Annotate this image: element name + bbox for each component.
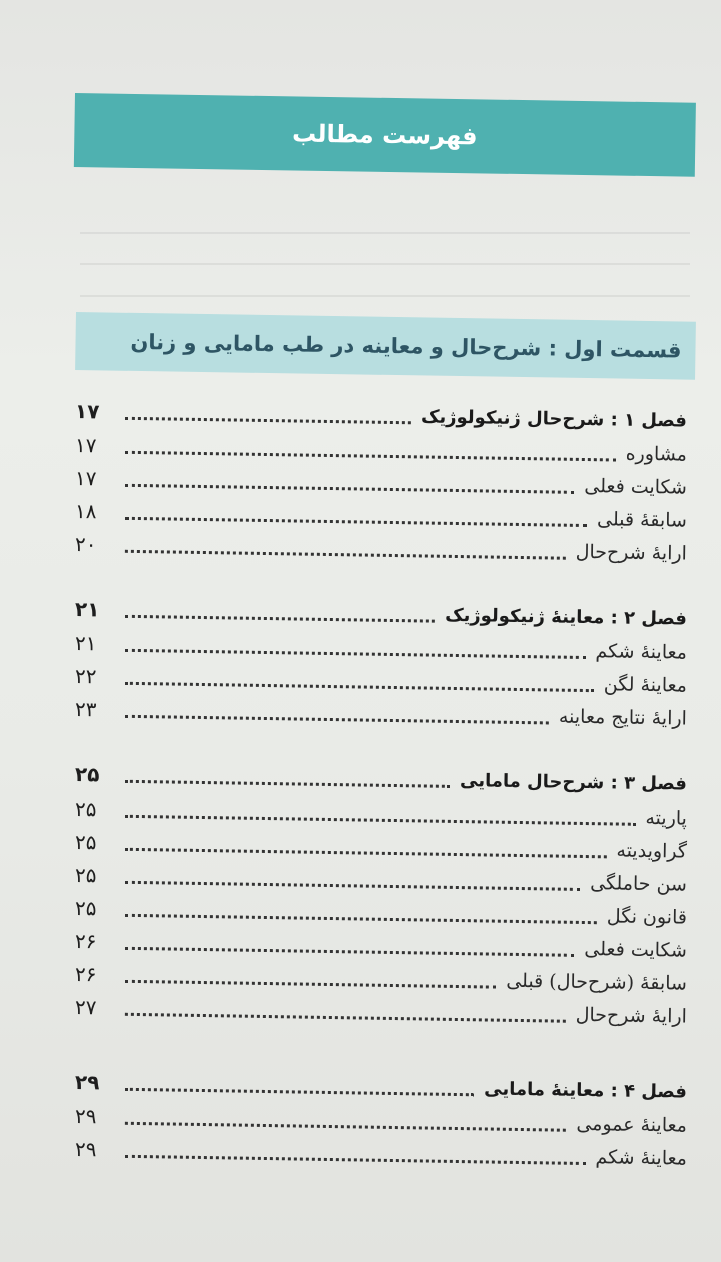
dot-leader: [125, 847, 607, 858]
page-number: ۲۱: [74, 631, 97, 656]
chapter-title: فصل ۲ : معاینهٔ ژنیکولوژیک: [445, 604, 688, 630]
page-number: ۲۵: [74, 762, 100, 787]
page-number: ۲۹: [74, 1070, 100, 1095]
dot-leader: [125, 1154, 586, 1164]
entry-title: معاینهٔ لگن: [603, 673, 688, 697]
page-number: ۲۵: [74, 863, 97, 888]
chapter-title: فصل ۳ : شرح‌حال مامایی: [459, 769, 688, 795]
page-number: ۲۹: [74, 1104, 97, 1129]
dot-leader: [125, 549, 566, 559]
page-number: ۲۶: [74, 962, 97, 987]
dot-leader: [125, 614, 435, 622]
dot-leader: [125, 648, 586, 658]
page-number: ۱۷: [74, 466, 97, 491]
part-title: قسمت اول : شرح‌حال و معاینه در طب مامایی و زنان: [130, 329, 682, 363]
dot-leader: [125, 1121, 566, 1131]
dot-leader: [125, 450, 616, 461]
page-number: ۲۱: [74, 597, 100, 622]
page-number: ۱۷: [74, 399, 100, 424]
page-number: ۲۹: [74, 1137, 97, 1162]
toc-title: فهرست مطالب: [291, 119, 478, 151]
dot-leader: [125, 779, 450, 787]
chapter-title: فصل ۴ : معاینهٔ مامایی: [484, 1077, 688, 1103]
entry-title: مشاوره: [625, 442, 688, 466]
dot-leader: [125, 1087, 474, 1095]
entry-title: ارایهٔ نتایج معاینه: [558, 705, 688, 730]
entry-title: ارایهٔ شرح‌حال: [575, 1003, 688, 1028]
entry-title: سابقهٔ (شرح‌حال) قبلی: [506, 969, 688, 995]
dot-leader: [125, 979, 496, 988]
dot-leader: [125, 483, 574, 493]
page-number: ۲۵: [74, 830, 97, 855]
entry-title: گراویدیته: [616, 839, 688, 863]
page-number: ۲۰: [74, 532, 97, 557]
toc-chapter-3[interactable]: [75, 758, 687, 800]
dot-leader: [125, 681, 594, 691]
entry-title: قانون نگل: [606, 905, 688, 929]
chapter-title: فصل ۱ : شرح‌حال ژنیکولوژیک: [420, 405, 688, 432]
dot-leader: [125, 913, 597, 923]
dot-leader: [125, 814, 636, 825]
dot-leader: [125, 946, 574, 956]
page-number: ۲۷: [74, 995, 97, 1020]
entry-title: شکایت فعلی: [584, 938, 688, 962]
entry-title: شکایت فعلی: [584, 475, 688, 499]
entry-title: معاینهٔ عمومی: [576, 1112, 688, 1137]
entry-title: معاینهٔ شکم: [595, 640, 688, 664]
entry-title: سابقهٔ قبلی: [596, 508, 688, 532]
dot-leader: [125, 714, 549, 724]
page-number: ۱۷: [74, 433, 97, 458]
dot-leader: [125, 880, 580, 890]
page-number: ۲۳: [74, 697, 97, 722]
entry-title: معاینهٔ شکم: [595, 1146, 688, 1170]
dot-leader: [125, 416, 411, 423]
dot-leader: [125, 516, 587, 526]
page-number: ۱۸: [74, 499, 97, 524]
entry-title: سن حاملگی: [589, 872, 688, 896]
dot-leader: [125, 1012, 566, 1022]
entry-title: پاریته: [645, 806, 688, 830]
page-number: ۲۲: [74, 664, 97, 689]
page-number: ۲۵: [74, 896, 97, 921]
page-number: ۲۶: [74, 929, 97, 954]
page-number: ۲۵: [74, 797, 97, 822]
entry-title: ارایهٔ شرح‌حال: [575, 540, 688, 565]
